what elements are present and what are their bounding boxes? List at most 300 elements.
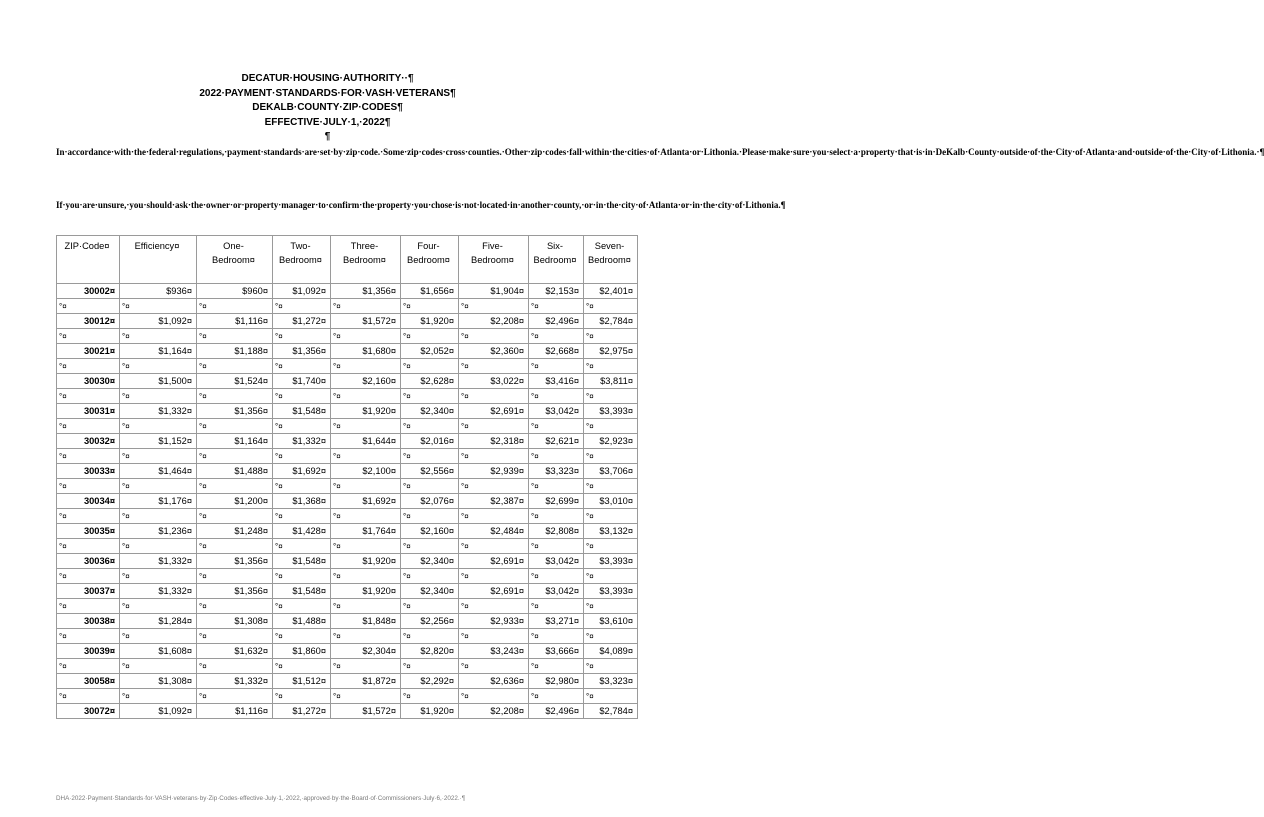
payment-cell: $3,042¤ (529, 404, 584, 419)
zip-code-cell: 30030¤ (57, 374, 120, 389)
payment-cell: $3,042¤ (529, 554, 584, 569)
empty-cell: °¤ (331, 389, 401, 404)
column-header (331, 236, 401, 284)
empty-cell: °¤ (401, 479, 459, 494)
empty-cell: °¤ (529, 419, 584, 434)
payment-cell: $2,784¤ (584, 314, 638, 329)
table-body (57, 284, 638, 719)
table-header-row (57, 236, 638, 284)
payment-cell: $2,484¤ (459, 524, 529, 539)
column-header (197, 236, 273, 284)
empty-cell: °¤ (584, 449, 638, 464)
payment-cell: $1,284¤ (120, 614, 197, 629)
empty-cell: °¤ (584, 569, 638, 584)
title-line-4: EFFECTIVE·JULY·1,·2022¶ (264, 116, 391, 128)
empty-cell: °¤ (401, 359, 459, 374)
table-row (57, 704, 638, 719)
payment-cell: $1,920¤ (401, 314, 459, 329)
payment-cell: $2,160¤ (331, 374, 401, 389)
unsure-paragraph: If·you·are·unsure,·you·should·ask·the·owner·or·property·manager·to·confirm·the·property·you·chose·is·not·located·in·another·county,·or·in·the·city·of·Atlanta·or·in·the·city·of·Lithonia.¶ (56, 200, 786, 210)
payment-cell: $1,164¤ (120, 344, 197, 359)
payment-cell: $1,692¤ (273, 464, 331, 479)
column-header-line: Four- (417, 241, 440, 251)
empty-cell: °¤ (529, 449, 584, 464)
empty-cell: °¤ (584, 629, 638, 644)
empty-cell: °¤ (120, 479, 197, 494)
payment-cell: $2,208¤ (459, 314, 529, 329)
empty-cell: °¤ (120, 599, 197, 614)
payment-cell: $3,271¤ (529, 614, 584, 629)
payment-cell: $1,872¤ (331, 674, 401, 689)
table-row (57, 524, 638, 539)
empty-cell: °¤ (459, 299, 529, 314)
payment-cell: $1,308¤ (197, 614, 273, 629)
empty-cell: °¤ (459, 599, 529, 614)
empty-cell: °¤ (197, 359, 273, 374)
empty-cell: °¤ (584, 419, 638, 434)
title-line-5: ¶ (324, 131, 331, 142)
empty-cell: °¤ (57, 659, 120, 674)
empty-cell: °¤ (57, 539, 120, 554)
table-row (57, 284, 638, 299)
empty-cell: °¤ (401, 329, 459, 344)
column-header-line: Seven- (594, 241, 625, 251)
empty-cell: °¤ (401, 539, 459, 554)
zip-code-cell: 30072¤ (57, 704, 120, 719)
table-row (57, 674, 638, 689)
empty-cell: °¤ (584, 389, 638, 404)
payment-cell: $3,393¤ (584, 404, 638, 419)
payment-cell: $1,488¤ (197, 464, 273, 479)
payment-cell: $2,496¤ (529, 314, 584, 329)
payment-cell: $3,811¤ (584, 374, 638, 389)
empty-cell: °¤ (331, 509, 401, 524)
empty-cell: °¤ (57, 299, 120, 314)
empty-cell: °¤ (331, 629, 401, 644)
empty-cell: °¤ (197, 689, 273, 704)
empty-cell: °¤ (57, 569, 120, 584)
payment-cell: $1,200¤ (197, 494, 273, 509)
table-row (57, 314, 638, 329)
payment-cell: $1,920¤ (401, 704, 459, 719)
column-header (273, 236, 331, 284)
empty-cell: °¤ (331, 599, 401, 614)
empty-cell: °¤ (401, 389, 459, 404)
empty-cell: °¤ (331, 299, 401, 314)
empty-cell: °¤ (529, 509, 584, 524)
payment-cell: $1,356¤ (197, 584, 273, 599)
column-header-line: Bedroom¤ (343, 255, 386, 265)
empty-cell: °¤ (57, 419, 120, 434)
empty-cell: °¤ (401, 299, 459, 314)
payment-cell: $960¤ (197, 284, 273, 299)
column-header-line: ZIP·Code¤ (64, 241, 110, 251)
payment-cell: $1,904¤ (459, 284, 529, 299)
empty-cell: °¤ (197, 329, 273, 344)
payment-cell: $3,393¤ (584, 584, 638, 599)
empty-cell: °¤ (584, 479, 638, 494)
payment-cell: $3,416¤ (529, 374, 584, 389)
table-row (57, 494, 638, 509)
empty-cell: °¤ (331, 359, 401, 374)
column-header (459, 236, 529, 284)
payment-cell: $1,920¤ (331, 554, 401, 569)
empty-cell: °¤ (273, 389, 331, 404)
payment-cell: $1,524¤ (197, 374, 273, 389)
payment-cell: $4,089¤ (584, 644, 638, 659)
payment-cell: $2,699¤ (529, 494, 584, 509)
empty-cell: °¤ (197, 659, 273, 674)
empty-cell: °¤ (401, 659, 459, 674)
payment-cell: $2,160¤ (401, 524, 459, 539)
empty-cell: °¤ (197, 509, 273, 524)
zip-code-cell: 30058¤ (57, 674, 120, 689)
payment-cell: $2,975¤ (584, 344, 638, 359)
zip-code-cell: 30033¤ (57, 464, 120, 479)
column-header-line: Bedroom¤ (212, 255, 255, 265)
payment-cell: $2,621¤ (529, 434, 584, 449)
empty-cell: °¤ (120, 359, 197, 374)
column-header-line: Bedroom¤ (588, 255, 631, 265)
empty-cell: °¤ (529, 599, 584, 614)
payment-cell: $2,401¤ (584, 284, 638, 299)
payment-cell: $3,010¤ (584, 494, 638, 509)
empty-cell: °¤ (459, 569, 529, 584)
column-header-line: Three- (350, 241, 379, 251)
empty-cell: °¤ (331, 419, 401, 434)
empty-cell: °¤ (584, 659, 638, 674)
payment-cell: $1,632¤ (197, 644, 273, 659)
empty-cell: °¤ (197, 539, 273, 554)
empty-cell: °¤ (584, 509, 638, 524)
zip-code-cell: 30037¤ (57, 584, 120, 599)
column-header (57, 236, 120, 284)
payment-cell: $1,356¤ (197, 554, 273, 569)
column-header (529, 236, 584, 284)
empty-cell: °¤ (120, 689, 197, 704)
payment-cell: $1,920¤ (331, 404, 401, 419)
table-row (57, 404, 638, 419)
payment-cell: $1,332¤ (197, 674, 273, 689)
empty-cell: °¤ (273, 509, 331, 524)
spacer-row (57, 329, 638, 344)
empty-cell: °¤ (120, 419, 197, 434)
table-row (57, 554, 638, 569)
spacer-row (57, 539, 638, 554)
table-row (57, 614, 638, 629)
payment-cell: $2,980¤ (529, 674, 584, 689)
empty-cell: °¤ (120, 509, 197, 524)
payment-cell: $1,368¤ (273, 494, 331, 509)
empty-cell: °¤ (273, 329, 331, 344)
payment-cell: $1,656¤ (401, 284, 459, 299)
empty-cell: °¤ (57, 389, 120, 404)
payment-cell: $2,496¤ (529, 704, 584, 719)
column-header-line: Bedroom¤ (533, 255, 577, 265)
column-header-line: Bedroom¤ (407, 255, 450, 265)
empty-cell: °¤ (459, 659, 529, 674)
spacer-row (57, 569, 638, 584)
payment-cell: $1,272¤ (273, 704, 331, 719)
empty-cell: °¤ (197, 629, 273, 644)
payment-cell: $1,548¤ (273, 404, 331, 419)
zip-code-cell: 30002¤ (57, 284, 120, 299)
column-header (401, 236, 459, 284)
spacer-row (57, 629, 638, 644)
payment-cell: $2,556¤ (401, 464, 459, 479)
zip-code-cell: 30021¤ (57, 344, 120, 359)
empty-cell: °¤ (459, 329, 529, 344)
zip-code-cell: 30039¤ (57, 644, 120, 659)
spacer-row (57, 359, 638, 374)
empty-cell: °¤ (401, 629, 459, 644)
payment-cell: $1,740¤ (273, 374, 331, 389)
table-row (57, 464, 638, 479)
payment-cell: $1,332¤ (120, 404, 197, 419)
payment-cell: $1,644¤ (331, 434, 401, 449)
spacer-row (57, 449, 638, 464)
payment-cell: $2,052¤ (401, 344, 459, 359)
zip-code-cell: 30034¤ (57, 494, 120, 509)
empty-cell: °¤ (120, 629, 197, 644)
empty-cell: °¤ (273, 419, 331, 434)
payment-cell: $1,356¤ (331, 284, 401, 299)
payment-cell: $936¤ (120, 284, 197, 299)
spacer-row (57, 479, 638, 494)
payment-cell: $2,387¤ (459, 494, 529, 509)
empty-cell: °¤ (459, 359, 529, 374)
payment-standards-table (56, 235, 638, 719)
payment-cell: $1,764¤ (331, 524, 401, 539)
payment-cell: $1,272¤ (273, 314, 331, 329)
zip-code-cell: 30031¤ (57, 404, 120, 419)
payment-cell: $1,680¤ (331, 344, 401, 359)
empty-cell: °¤ (120, 659, 197, 674)
empty-cell: °¤ (197, 569, 273, 584)
empty-cell: °¤ (197, 389, 273, 404)
payment-cell: $1,236¤ (120, 524, 197, 539)
page-footer: DHA·2022·Payment·Standards·for·VASH·veterans·by·Zip·Codes·effective·July·1,·2022,·approved·by·the·Board·of·Commissioners·July·6,·2022.·¶ (56, 795, 466, 802)
payment-cell: $3,042¤ (529, 584, 584, 599)
payment-cell: $1,152¤ (120, 434, 197, 449)
payment-cell: $3,666¤ (529, 644, 584, 659)
empty-cell: °¤ (459, 539, 529, 554)
empty-cell: °¤ (331, 659, 401, 674)
empty-cell: °¤ (401, 599, 459, 614)
spacer-row (57, 419, 638, 434)
empty-cell: °¤ (529, 659, 584, 674)
empty-cell: °¤ (57, 629, 120, 644)
payment-cell: $2,292¤ (401, 674, 459, 689)
empty-cell: °¤ (273, 359, 331, 374)
empty-cell: °¤ (57, 509, 120, 524)
empty-cell: °¤ (57, 359, 120, 374)
empty-cell: °¤ (197, 449, 273, 464)
payment-cell: $1,512¤ (273, 674, 331, 689)
payment-cell: $3,323¤ (529, 464, 584, 479)
spacer-row (57, 389, 638, 404)
empty-cell: °¤ (584, 299, 638, 314)
empty-cell: °¤ (331, 479, 401, 494)
payment-cell: $2,691¤ (459, 584, 529, 599)
regulations-paragraph: In·accordance·with·the·federal·regulations,·payment·standards·are·set·by·zip·code.·Some·zip·codes·cross·counties.·Other·zip·codes·fall·within·the·cities·of·Atlanta·or·Lithonia.·Please·make·sure·you·select·a·property·that·is·in·DeKalb·County·outside·of·the·City·of·Atlanta·and·outside·of·the·City·of·Lithonia.·¶ (56, 147, 1264, 157)
payment-cell: $3,706¤ (584, 464, 638, 479)
payment-cell: $1,692¤ (331, 494, 401, 509)
empty-cell: °¤ (273, 299, 331, 314)
spacer-row (57, 509, 638, 524)
payment-cell: $1,116¤ (197, 704, 273, 719)
empty-cell: °¤ (331, 569, 401, 584)
payment-cell: $1,092¤ (273, 284, 331, 299)
document-title (0, 72, 655, 145)
empty-cell: °¤ (273, 539, 331, 554)
payment-cell: $1,356¤ (197, 404, 273, 419)
payment-cell: $1,248¤ (197, 524, 273, 539)
payment-cell: $3,243¤ (459, 644, 529, 659)
table-row (57, 584, 638, 599)
empty-cell: °¤ (197, 299, 273, 314)
column-header-line: Two- (290, 241, 311, 251)
empty-cell: °¤ (273, 689, 331, 704)
payment-cell: $2,691¤ (459, 404, 529, 419)
payment-cell: $2,256¤ (401, 614, 459, 629)
empty-cell: °¤ (273, 659, 331, 674)
payment-cell: $1,092¤ (120, 314, 197, 329)
payment-cell: $1,176¤ (120, 494, 197, 509)
empty-cell: °¤ (459, 689, 529, 704)
payment-cell: $1,500¤ (120, 374, 197, 389)
empty-cell: °¤ (529, 389, 584, 404)
column-header-line: Bedroom¤ (471, 255, 514, 265)
payment-cell: $2,340¤ (401, 404, 459, 419)
column-header-line: One- (223, 241, 244, 251)
empty-cell: °¤ (584, 689, 638, 704)
empty-cell: °¤ (529, 689, 584, 704)
empty-cell: °¤ (120, 389, 197, 404)
empty-cell: °¤ (273, 449, 331, 464)
empty-cell: °¤ (197, 419, 273, 434)
payment-cell: $1,332¤ (273, 434, 331, 449)
column-header-line: Efficiency¤ (134, 241, 180, 251)
empty-cell: °¤ (120, 569, 197, 584)
empty-cell: °¤ (584, 539, 638, 554)
payment-cell: $2,360¤ (459, 344, 529, 359)
payment-cell: $2,304¤ (331, 644, 401, 659)
payment-cell: $2,668¤ (529, 344, 584, 359)
title-line-3: DEKALB·COUNTY·ZIP·CODES¶ (252, 102, 403, 113)
empty-cell: °¤ (57, 599, 120, 614)
payment-cell: $2,820¤ (401, 644, 459, 659)
payment-cell: $1,332¤ (120, 584, 197, 599)
empty-cell: °¤ (529, 479, 584, 494)
payment-cell: $2,636¤ (459, 674, 529, 689)
empty-cell: °¤ (57, 449, 120, 464)
column-header (584, 236, 638, 284)
payment-cell: $2,340¤ (401, 584, 459, 599)
column-header-line: Bedroom¤ (279, 255, 322, 265)
payment-cell: $1,548¤ (273, 554, 331, 569)
payment-cell: $1,548¤ (273, 584, 331, 599)
empty-cell: °¤ (459, 389, 529, 404)
empty-cell: °¤ (273, 629, 331, 644)
empty-cell: °¤ (459, 449, 529, 464)
payment-cell: $1,308¤ (120, 674, 197, 689)
empty-cell: °¤ (273, 599, 331, 614)
title-line-2: 2022·PAYMENT·STANDARDS·FOR·VASH·VETERANS¶ (199, 87, 456, 99)
payment-cell: $2,153¤ (529, 284, 584, 299)
payment-cell: $2,691¤ (459, 554, 529, 569)
zip-code-cell: 30035¤ (57, 524, 120, 539)
payment-cell: $1,428¤ (273, 524, 331, 539)
payment-cell: $3,610¤ (584, 614, 638, 629)
payment-cell: $2,208¤ (459, 704, 529, 719)
empty-cell: °¤ (401, 449, 459, 464)
empty-cell: °¤ (331, 329, 401, 344)
empty-cell: °¤ (584, 359, 638, 374)
empty-cell: °¤ (459, 509, 529, 524)
spacer-row (57, 659, 638, 674)
empty-cell: °¤ (401, 509, 459, 524)
payment-cell: $2,016¤ (401, 434, 459, 449)
payment-cell: $1,572¤ (331, 704, 401, 719)
empty-cell: °¤ (331, 449, 401, 464)
zip-code-cell: 30012¤ (57, 314, 120, 329)
empty-cell: °¤ (529, 539, 584, 554)
payment-cell: $2,340¤ (401, 554, 459, 569)
payment-cell: $3,323¤ (584, 674, 638, 689)
payment-cell: $2,933¤ (459, 614, 529, 629)
empty-cell: °¤ (57, 329, 120, 344)
empty-cell: °¤ (529, 629, 584, 644)
column-header-line: Six- (546, 241, 563, 251)
empty-cell: °¤ (57, 479, 120, 494)
payment-cell: $1,848¤ (331, 614, 401, 629)
empty-cell: °¤ (529, 329, 584, 344)
empty-cell: °¤ (197, 479, 273, 494)
zip-code-cell: 30032¤ (57, 434, 120, 449)
empty-cell: °¤ (401, 689, 459, 704)
payment-cell: $1,464¤ (120, 464, 197, 479)
empty-cell: °¤ (529, 299, 584, 314)
spacer-row (57, 299, 638, 314)
table-row (57, 374, 638, 389)
empty-cell: °¤ (529, 359, 584, 374)
payment-cell: $2,100¤ (331, 464, 401, 479)
empty-cell: °¤ (273, 479, 331, 494)
zip-code-cell: 30038¤ (57, 614, 120, 629)
empty-cell: °¤ (459, 479, 529, 494)
payment-cell: $2,808¤ (529, 524, 584, 539)
table-row (57, 434, 638, 449)
payment-cell: $1,860¤ (273, 644, 331, 659)
empty-cell: °¤ (273, 569, 331, 584)
empty-cell: °¤ (197, 599, 273, 614)
payment-cell: $2,628¤ (401, 374, 459, 389)
payment-cell: $1,608¤ (120, 644, 197, 659)
payment-cell: $1,572¤ (331, 314, 401, 329)
empty-cell: °¤ (584, 599, 638, 614)
zip-code-cell: 30036¤ (57, 554, 120, 569)
payment-cell: $1,332¤ (120, 554, 197, 569)
column-header (120, 236, 197, 284)
empty-cell: °¤ (57, 689, 120, 704)
payment-cell: $1,164¤ (197, 434, 273, 449)
payment-cell: $3,132¤ (584, 524, 638, 539)
empty-cell: °¤ (120, 449, 197, 464)
empty-cell: °¤ (459, 419, 529, 434)
payment-cell: $3,393¤ (584, 554, 638, 569)
empty-cell: °¤ (120, 299, 197, 314)
